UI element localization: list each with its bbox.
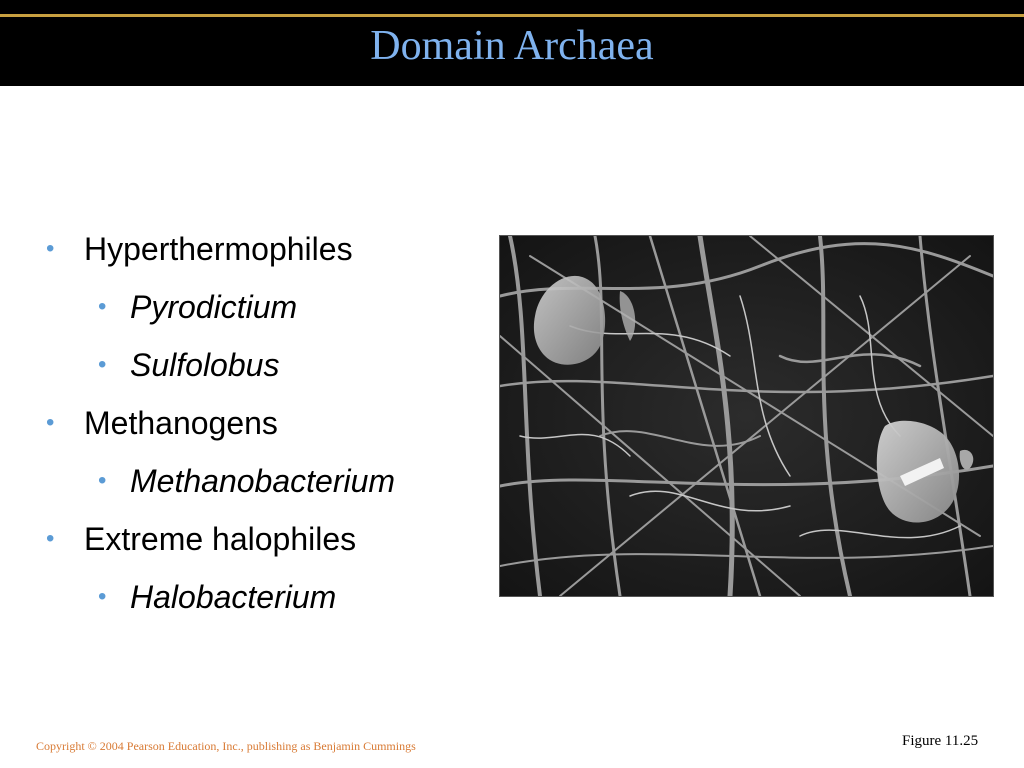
sub-bullet-item bbox=[44, 452, 395, 510]
electron-micrograph-image bbox=[499, 235, 994, 597]
bullet-item bbox=[44, 394, 395, 452]
bullet-list bbox=[44, 220, 395, 626]
copyright-notice: Copyright © 2004 Pearson Education, Inc., publishing as Benjamin Cummings bbox=[36, 739, 416, 753]
bullet-item bbox=[44, 220, 395, 278]
bullet-label: Hyperthermophiles bbox=[84, 231, 353, 267]
title-bar bbox=[0, 0, 1024, 86]
bullet-dot-icon: • bbox=[98, 467, 107, 494]
bullet-dot-icon: • bbox=[46, 235, 55, 262]
bullet-label: Extreme halophiles bbox=[84, 521, 357, 557]
slide-title: Domain Archaea bbox=[370, 23, 654, 69]
figure-label: Figure 11.25 bbox=[902, 733, 979, 749]
title-rule bbox=[0, 14, 1024, 17]
sub-bullet-label: Halobacterium bbox=[130, 579, 337, 615]
bullet-dot-icon: • bbox=[98, 351, 107, 378]
bullet-item bbox=[44, 510, 395, 568]
sub-bullet-label: Sulfolobus bbox=[130, 347, 280, 383]
bullet-dot-icon: • bbox=[46, 409, 55, 436]
bullet-dot-icon: • bbox=[98, 583, 107, 610]
sub-bullet-item bbox=[44, 336, 395, 394]
sub-bullet-item bbox=[44, 278, 395, 336]
sub-bullet-item bbox=[44, 568, 395, 626]
sub-bullet-label: Methanobacterium bbox=[130, 463, 396, 499]
bullet-dot-icon: • bbox=[98, 293, 107, 320]
bullet-dot-icon: • bbox=[46, 525, 55, 552]
bullet-label: Methanogens bbox=[84, 405, 278, 441]
sub-bullet-label: Pyrodictium bbox=[130, 289, 298, 325]
